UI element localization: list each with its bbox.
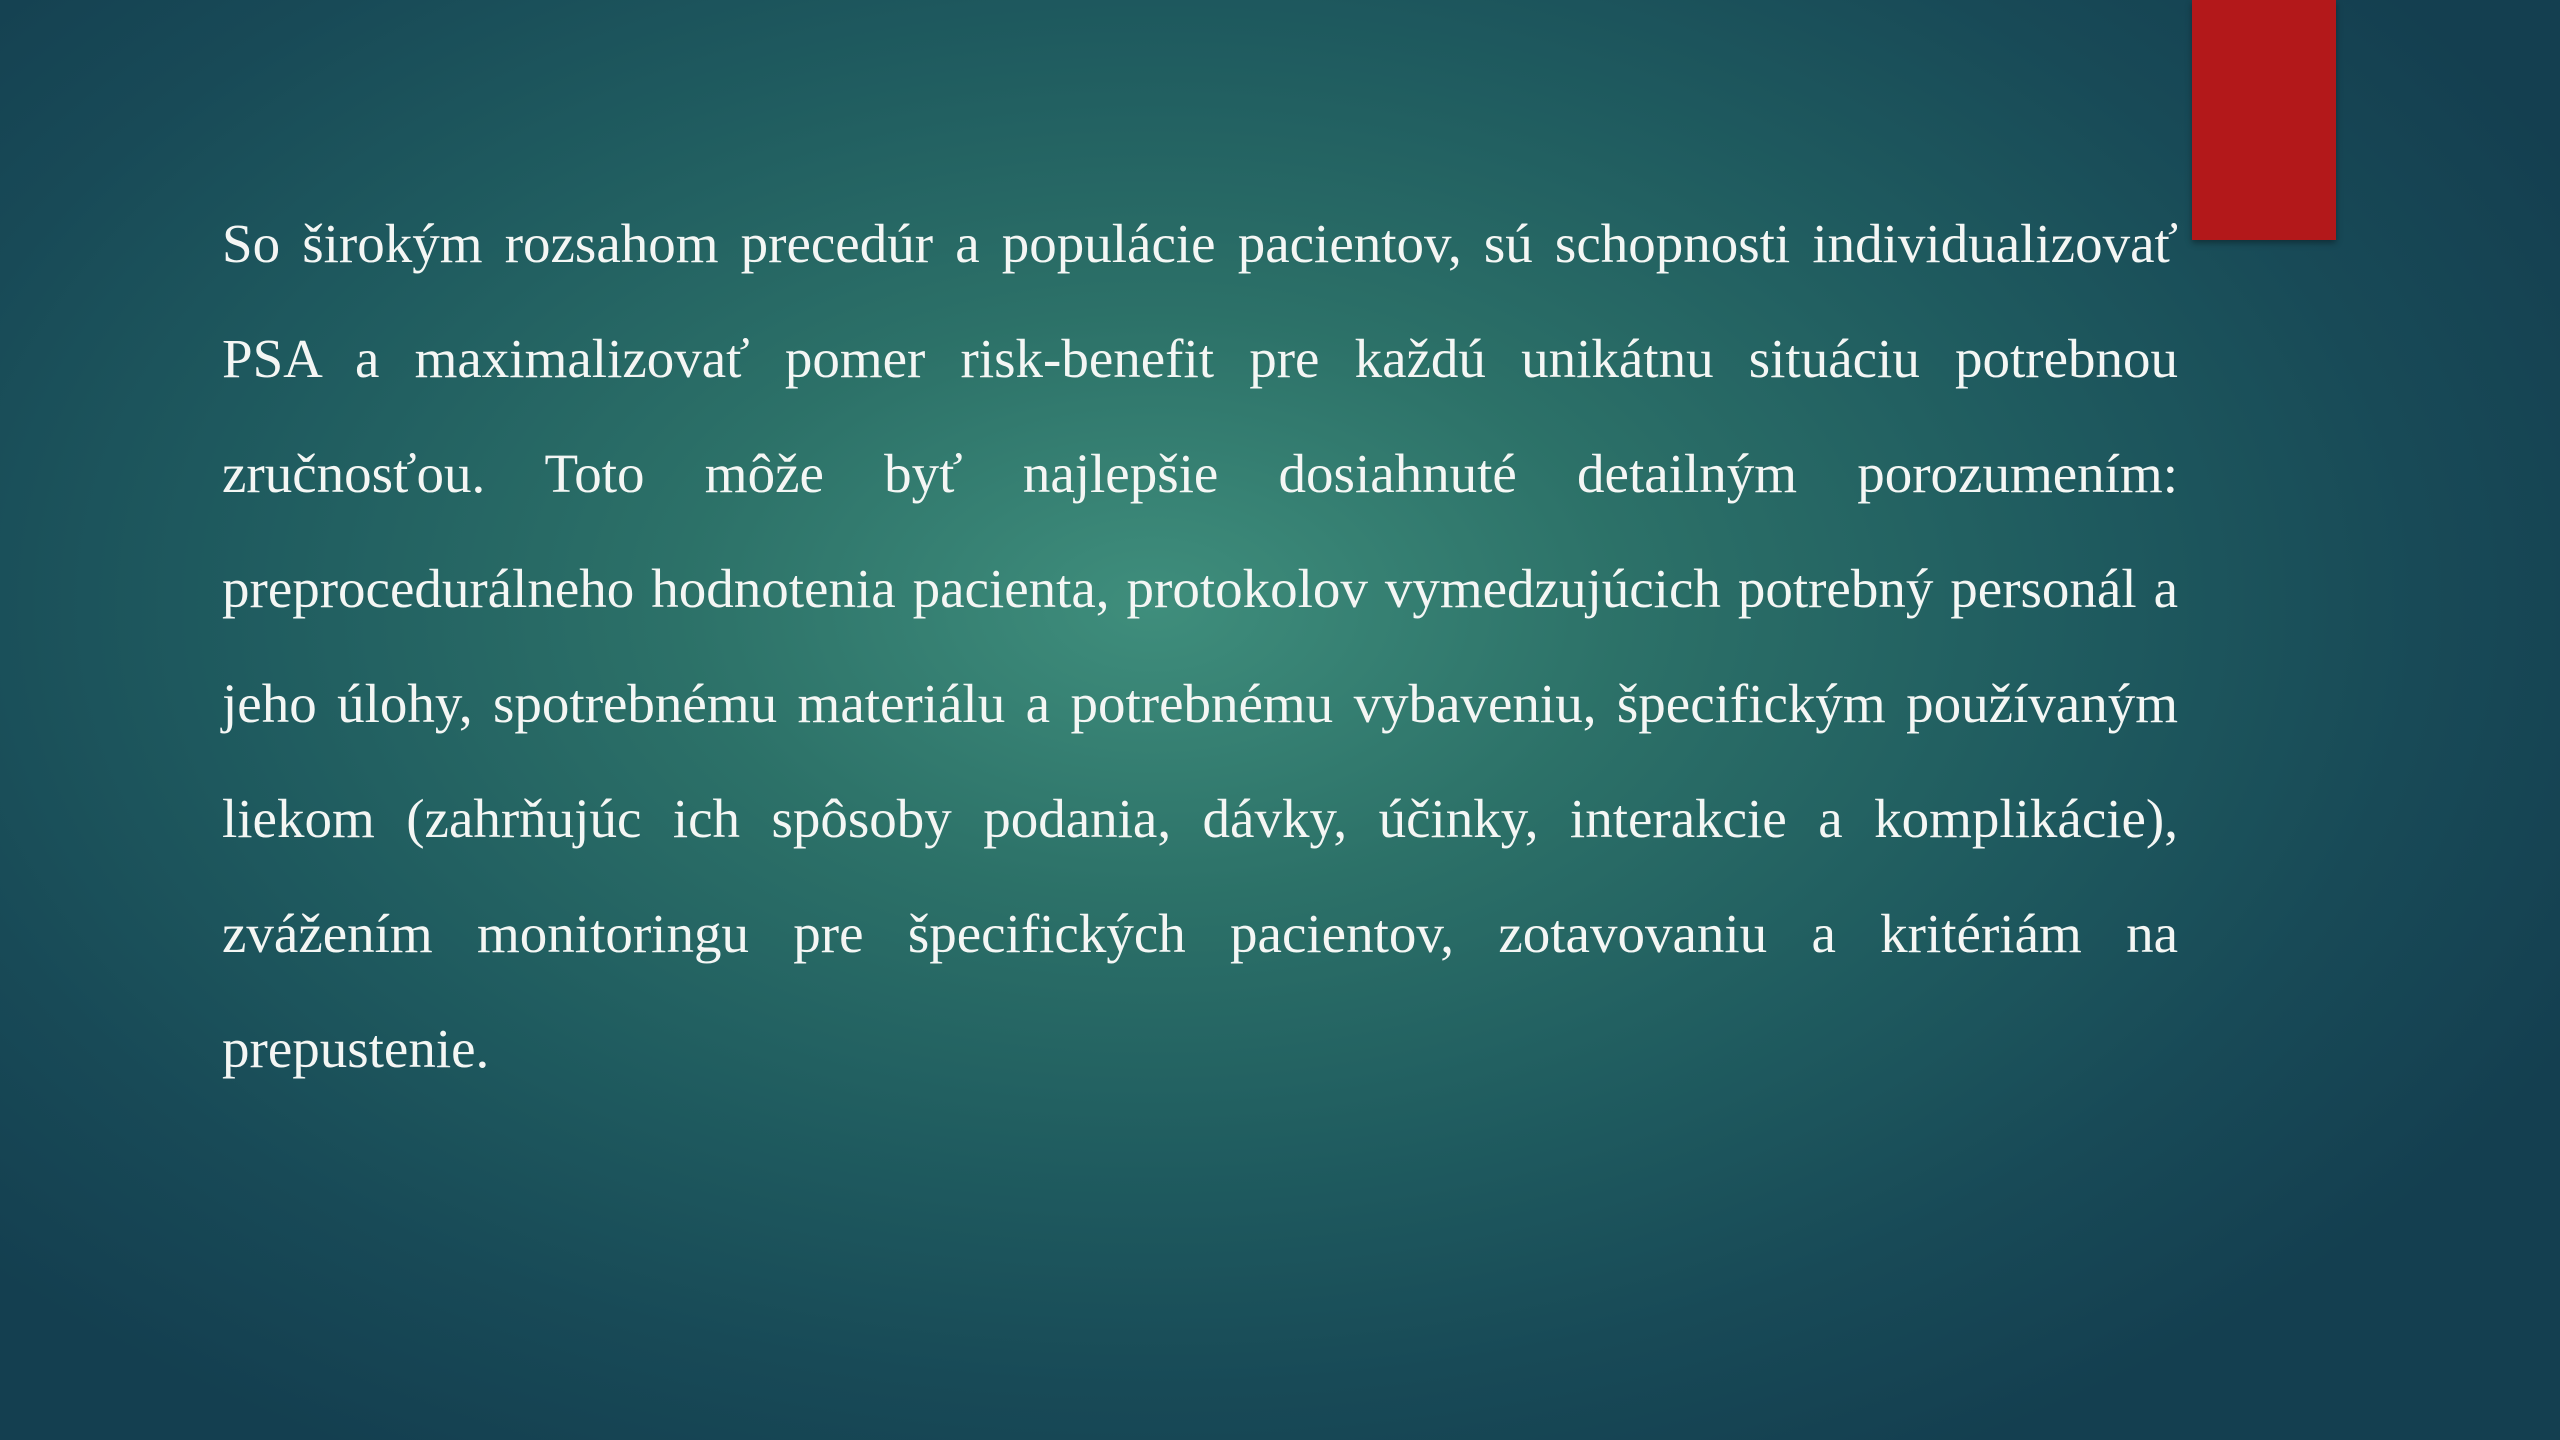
slide-body-text: So širokým rozsahom precedúr a populácie pacientov, sú schopnosti individualizovať PSA a maximalizovať pomer risk-benefit pre každú unikátnu situáciu potrebnou zručnosťou. Toto môže byť najlepšie dosiahnuté detailným porozumením: preprocedurálneho hodnotenia pacienta, protokolov vymedzujúcich potrebný personál a jeho úlohy, spotrebnému materiálu a potrebnému vybaveniu, špecifickým používaným liekom (zahrňujúc ich spôsoby podania, dávky, účinky, interakcie a komplikácie), zvážením monitoringu pre špecifických pacientov, zotavovaniu a kritériám na prepustenie. — [222, 213, 2178, 1079]
accent-bar — [2192, 0, 2336, 240]
